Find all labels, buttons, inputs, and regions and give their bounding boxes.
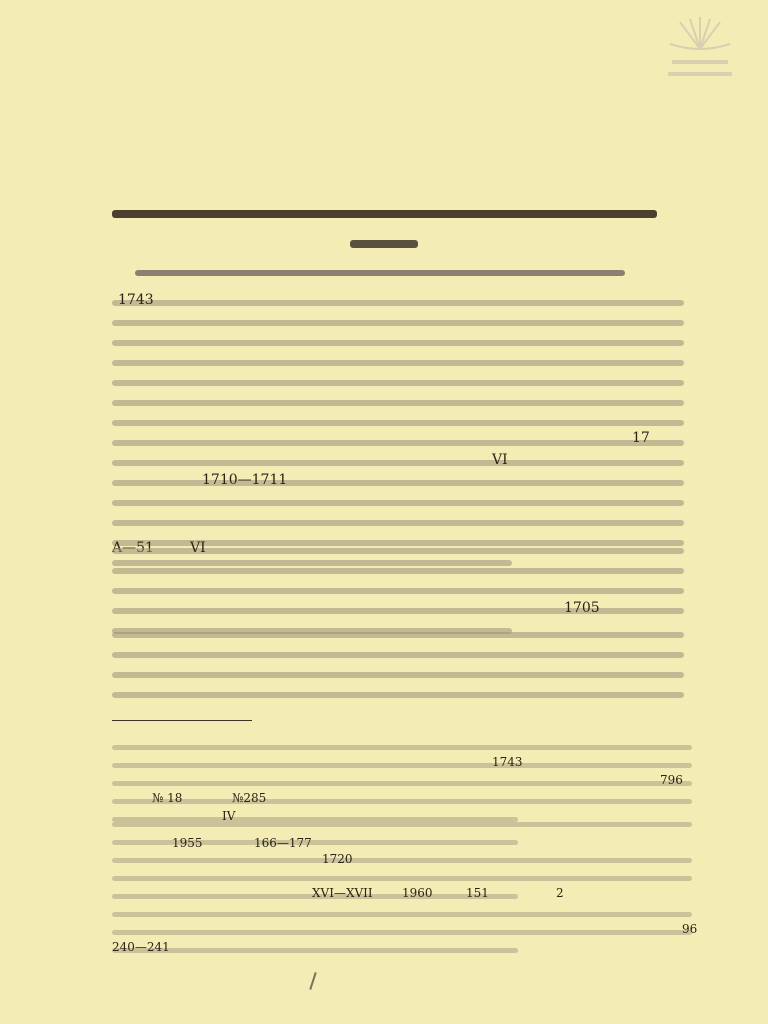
article-title — [112, 210, 657, 218]
article-subtitle — [135, 270, 625, 276]
fn1-num2: №285 — [232, 791, 267, 805]
fn3-year2: 1960 — [402, 886, 433, 900]
fn4-pages: 240—241 — [112, 940, 170, 954]
fn1-page: IV — [222, 809, 236, 823]
para2-king: VI — [190, 540, 206, 556]
body-paragraph-3 — [112, 632, 684, 712]
body-paragraph-1 — [112, 292, 684, 580]
para1-year: 1743 — [118, 292, 154, 308]
footnote-4 — [112, 912, 698, 966]
para1-century: 17 — [632, 430, 650, 446]
para2-year: 1705 — [564, 600, 600, 616]
fn1-year: 1743 — [492, 755, 523, 769]
fn4-page: 96 — [682, 922, 698, 936]
fn3-page: 151 — [466, 886, 489, 900]
fn1-num: № 18 — [152, 791, 183, 805]
para1-dates: 1710—1711 — [202, 472, 288, 488]
library-emblem-icon — [650, 14, 750, 84]
fn3-year: 1720 — [322, 852, 353, 866]
footnote-2 — [112, 822, 692, 858]
fn3-note: 2 — [556, 886, 564, 900]
fn2-year: 1955 — [172, 836, 203, 850]
footnote-divider — [112, 720, 252, 721]
para1-king: VI — [492, 452, 508, 468]
footnote-3 — [112, 852, 692, 912]
author-name — [350, 240, 418, 248]
fn3-centuries: XVI—XVII — [312, 886, 373, 900]
page-mark — [309, 972, 316, 990]
fn1-refs: 796 — [660, 773, 683, 787]
fn2-pages: 166—177 — [254, 836, 312, 850]
